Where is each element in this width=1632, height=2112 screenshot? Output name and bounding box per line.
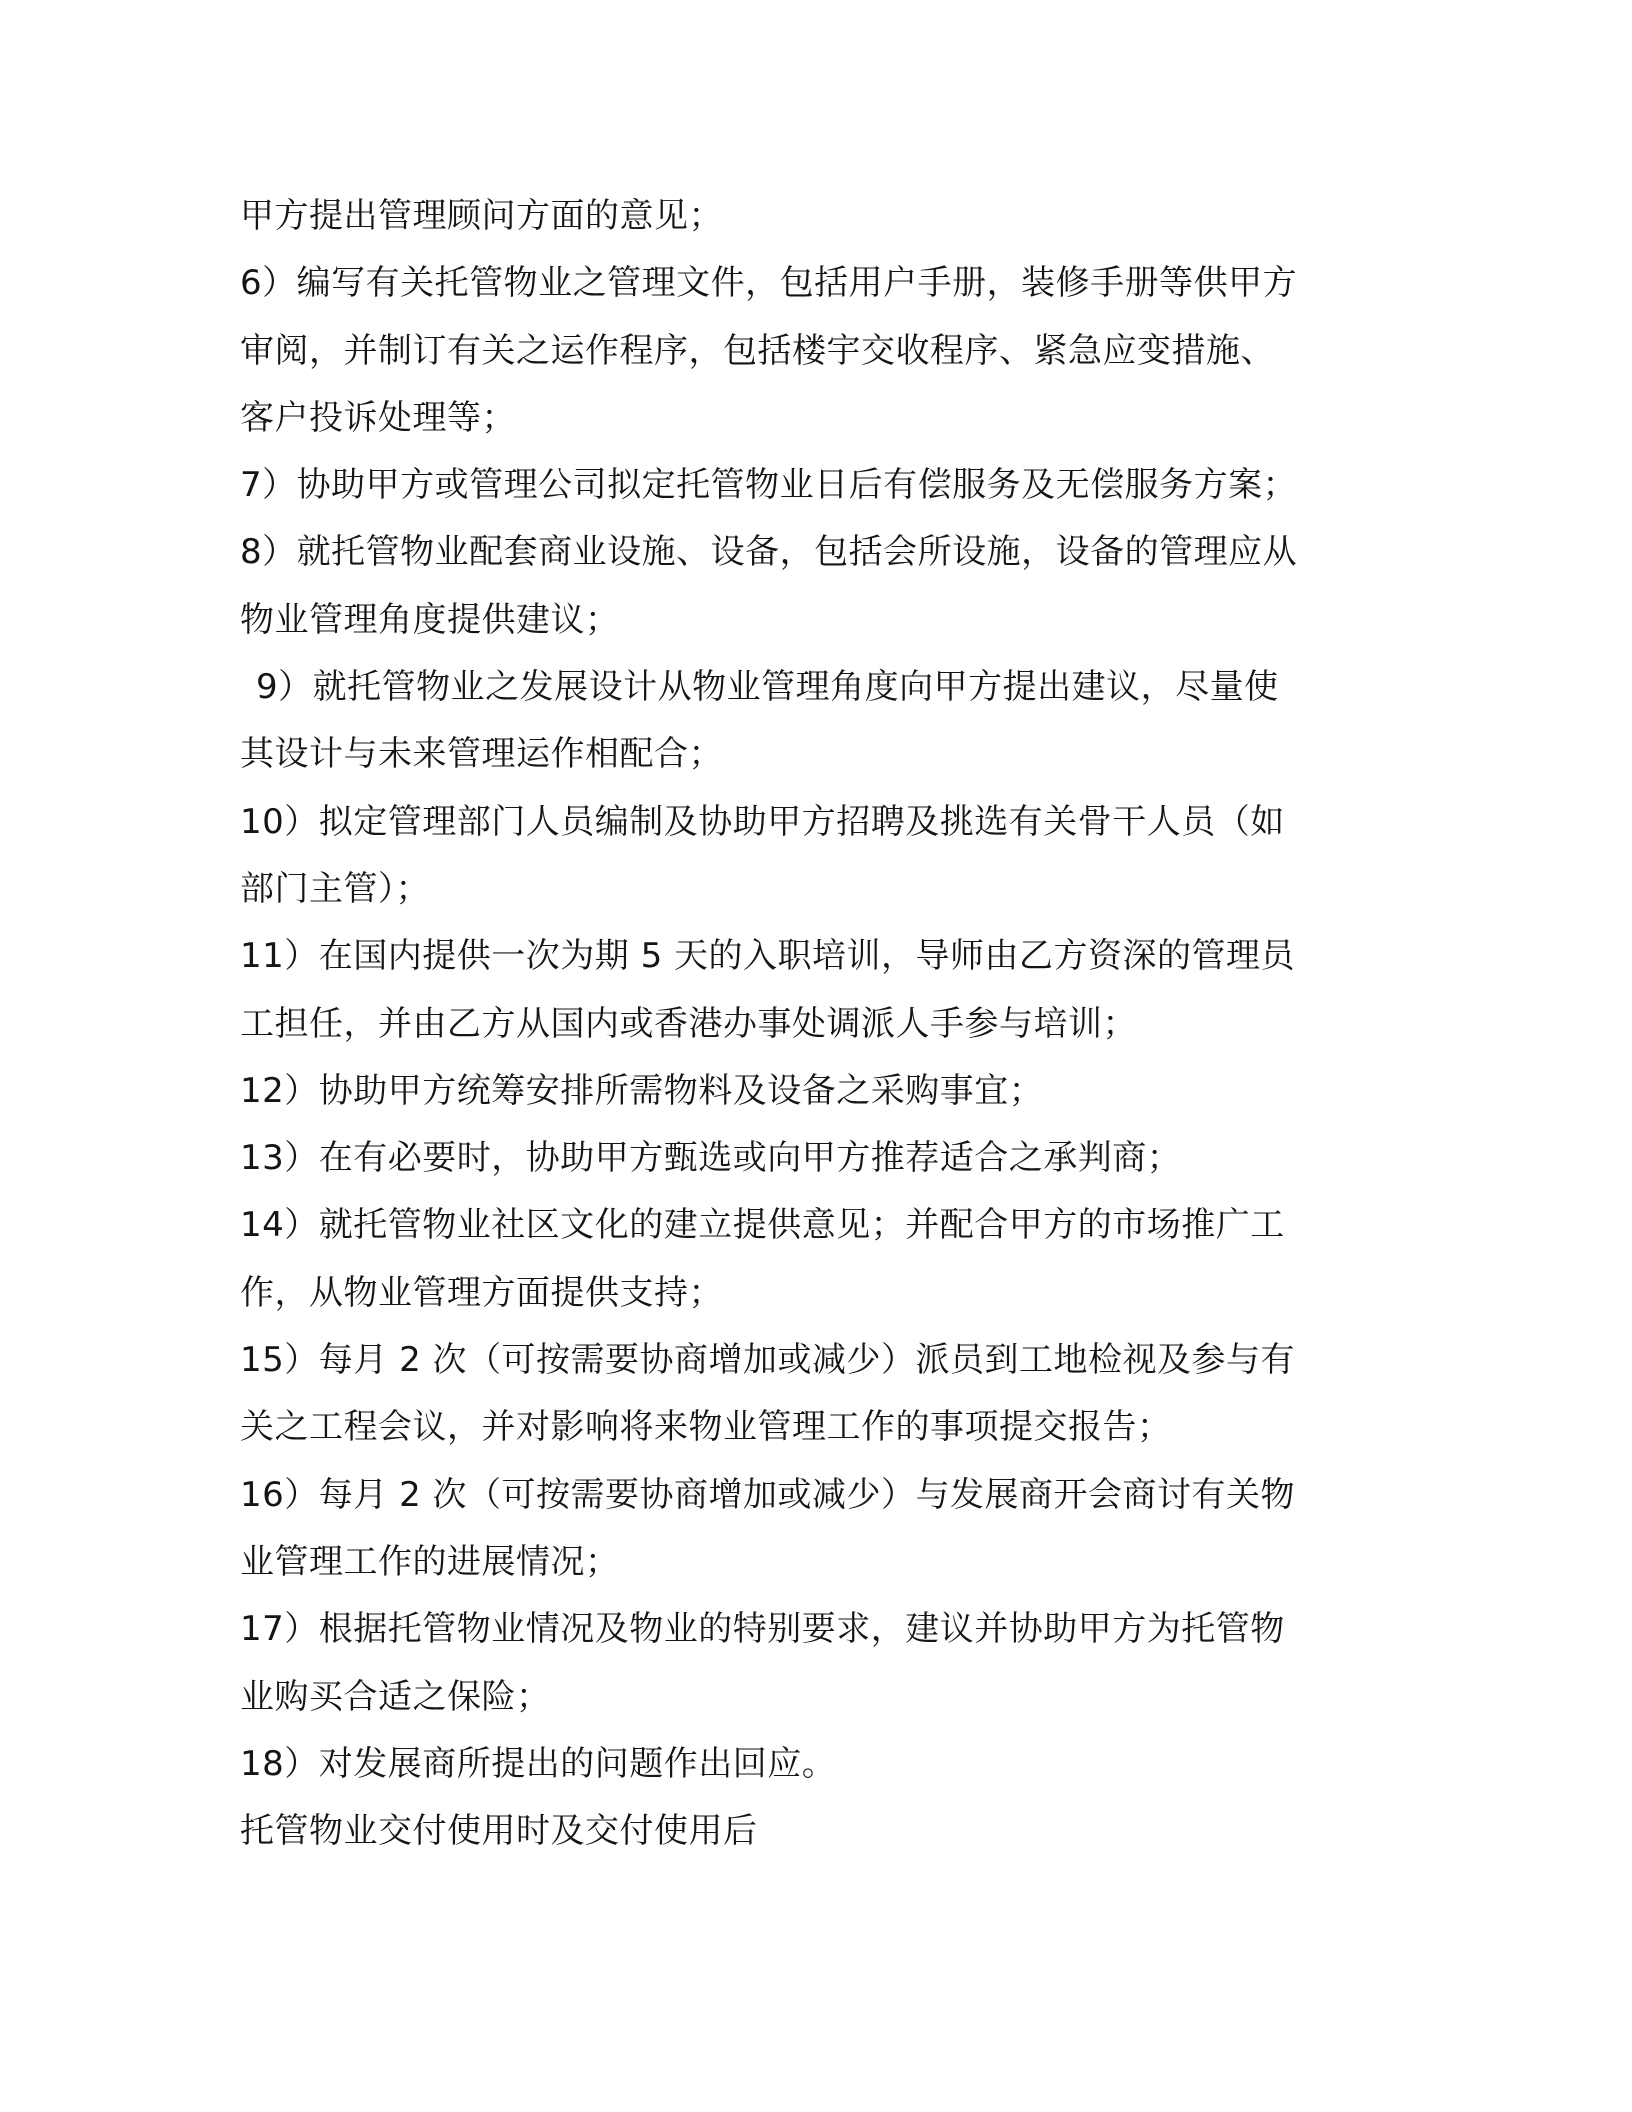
text-line: 物业管理角度提供建议； [240, 599, 620, 640]
text-line: 16）每月 2 次（可按需要协商增加或减少）与发展商开会商讨有关物 [240, 1474, 1296, 1515]
text-line: 12）协助甲方统筹安排所需物料及设备之采购事宜； [240, 1070, 1044, 1111]
text-line: 其设计与未来管理运作相配合； [240, 734, 723, 775]
text-line: 15）每月 2 次（可按需要协商增加或减少）派员到工地检视及参与有 [240, 1340, 1296, 1381]
text-line: 托管物业交付使用时及交付使用后 [240, 1811, 758, 1852]
text-line: 13）在有必要时，协助甲方甄选或向甲方推荐适合之承判商； [240, 1138, 1182, 1179]
text-line: 7）协助甲方或管理公司拟定托管物业日后有偿服务及无偿服务方案； [240, 465, 1298, 506]
text-line: 14）就托管物业社区文化的建立提供意见；并配合甲方的市场推广工 [240, 1205, 1285, 1246]
text-line: 6）编写有关托管物业之管理文件，包括用户手册，装修手册等供甲方 [240, 263, 1298, 304]
text-line: 17）根据托管物业情况及物业的特别要求，建议并协助甲方为托管物 [240, 1609, 1285, 1650]
text-line: 业管理工作的进展情况； [240, 1541, 620, 1582]
text-line: 甲方提出管理顾问方面的意见； [240, 196, 723, 236]
text-line: 关之工程会议，并对影响将来物业管理工作的事项提交报告； [240, 1407, 1172, 1448]
text-line: 业购买合适之保险； [240, 1676, 551, 1717]
text-line: 部门主管）； [240, 868, 430, 909]
body-text [240, 183, 1390, 1865]
text-line: 客户投诉处理等； [240, 397, 516, 438]
text-line: 11）在国内提供一次为期 5 天的入职培训，导师由乙方资深的管理员 [240, 936, 1296, 977]
text-line: 工担任，并由乙方从国内或香港办事处调派人手参与培训； [240, 1003, 1137, 1044]
text-line: 18）对发展商所提出的问题作出回应。 [240, 1743, 837, 1784]
text-line: 8）就托管物业配套商业设施、设备，包括会所设施，设备的管理应从 [240, 532, 1298, 573]
text-line: 10）拟定管理部门人员编制及协助甲方招聘及挑选有关骨干人员（如 [240, 801, 1285, 842]
text-line: 作，从物业管理方面提供支持； [240, 1272, 723, 1313]
text-line: 审阅，并制订有关之运作程序，包括楼宇交收程序、紧急应变措施、 [240, 330, 1275, 371]
text-line: 9）就托管物业之发展设计从物业管理角度向甲方提出建议，尽量使 [256, 667, 1279, 708]
